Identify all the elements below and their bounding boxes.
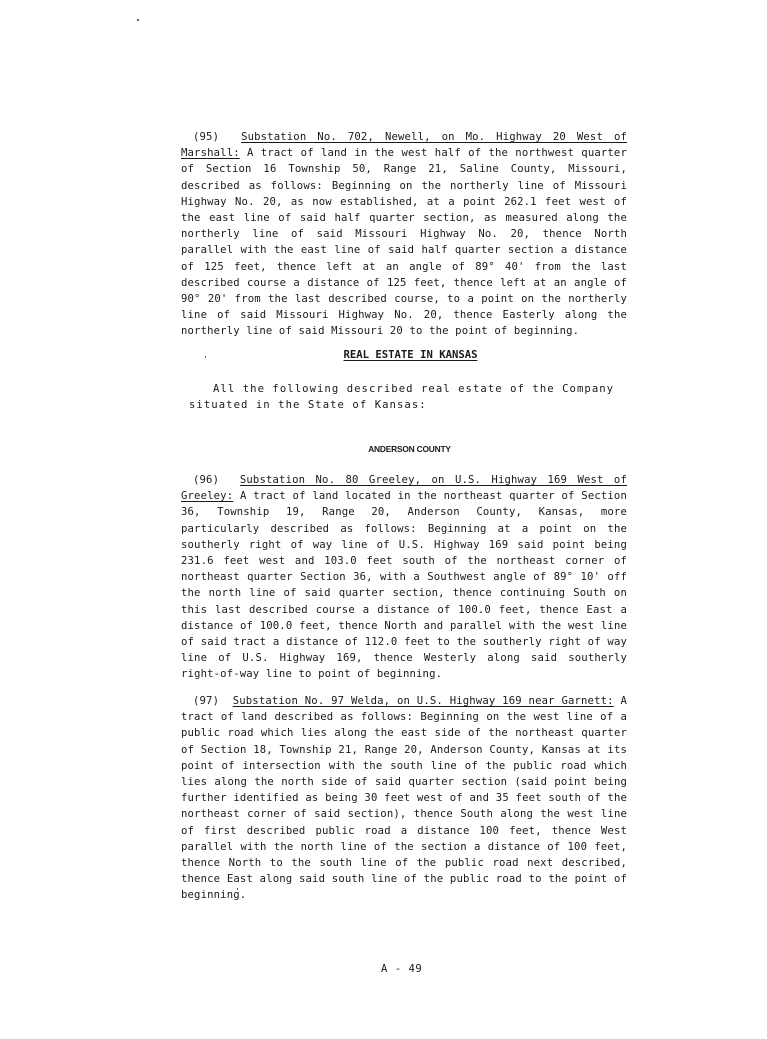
intro-line-2: situated in the State of Kansas: bbox=[189, 399, 427, 411]
scan-speck bbox=[137, 19, 139, 21]
paragraph-title: Substation No. 702, Newell, on Mo. Highway 20 West of Marshall: bbox=[181, 131, 627, 160]
county-heading: ANDERSON COUNTY bbox=[368, 444, 451, 454]
paragraph-number: (96) bbox=[193, 474, 220, 486]
paragraph-96 bbox=[181, 472, 627, 683]
paragraph-title: Substation No. 97 Welda, on U.S. Highway 169 near Garnett: bbox=[232, 695, 614, 707]
paragraph-number: (95) bbox=[193, 131, 220, 143]
section-heading-text: REAL ESTATE IN KANSAS bbox=[343, 349, 478, 361]
paragraph-body: A tract of land located in the northeast quarter of Section 36, Township 19, Range 20, Anderson County, Kansas, more particularly described as follows: Beginning at a point on the southerly right of way line of U.S. Highway 169 said point being 231.6 feet west and 103.0 feet south of the northeast corner of northeast quarter Section 36, with a Southwest angle of 89° 10' off the north line of said quarter section, thence continuing South on this last described course a distance of 100.0 feet, thence East a distance of 100.0 feet, thence North and parallel with the west line of said tract a distance of 112.0 feet to the southerly right of way line of U.S. Highway 169, thence Westerly along said southerly right-of-way line to point of beginning. bbox=[181, 490, 627, 681]
section-heading-kansas bbox=[27, 349, 767, 361]
paragraph-title: Substation No. 80 Greeley, on U.S. Highway 169 West of Greeley: bbox=[181, 474, 627, 503]
paragraph-97 bbox=[181, 693, 627, 904]
paragraph-body: A tract of land in the west half of the northwest quarter of Section 16 Township 50, Range 21, Saline County, Missouri, described as follows: Beginning on the northerly line of Missouri Highway No. 20, as now established, at a point 262.1 feet west of the east line of said half quarter section, as measured along the northerly line of said Missouri Highway No. 20, thence North parallel with the east line of said half quarter section a distance of 125 feet, thence left at an angle of 89° 40' from the last described course a distance of 125 feet, thence left at an angle of 90° 20' from the last described course, to a point on the northerly line of said Missouri Highway No. 20, thence Easterly along the northerly line of said Missouri 20 to the point of beginning. bbox=[181, 147, 627, 338]
kansas-intro bbox=[189, 381, 639, 413]
paragraph-body: A tract of land described as follows: Beginning on the west line of a public road which lies along the east side of the northeast quarter of Section 18, Township 21, Range 20, Anderson County, Kansas at its point of intersection with the south line of the public road which lies along the north side of said quarter section (said point being further identified as being 30 feet west of and 35 feet south of the northeast corner of said section), thence South along the west line of first described public road a distance 100 feet, thence West parallel with the north line of the section a distance of 100 feet, thence North to the south line of the public road next described, thence East along said south line of the public road to the point of beginning. bbox=[181, 695, 627, 902]
intro-line-1: All the following described real estate of the Company bbox=[213, 383, 615, 395]
paragraph-number: (97) bbox=[193, 695, 220, 707]
page-number: A - 49 bbox=[381, 963, 423, 975]
paragraph-95 bbox=[181, 129, 627, 340]
